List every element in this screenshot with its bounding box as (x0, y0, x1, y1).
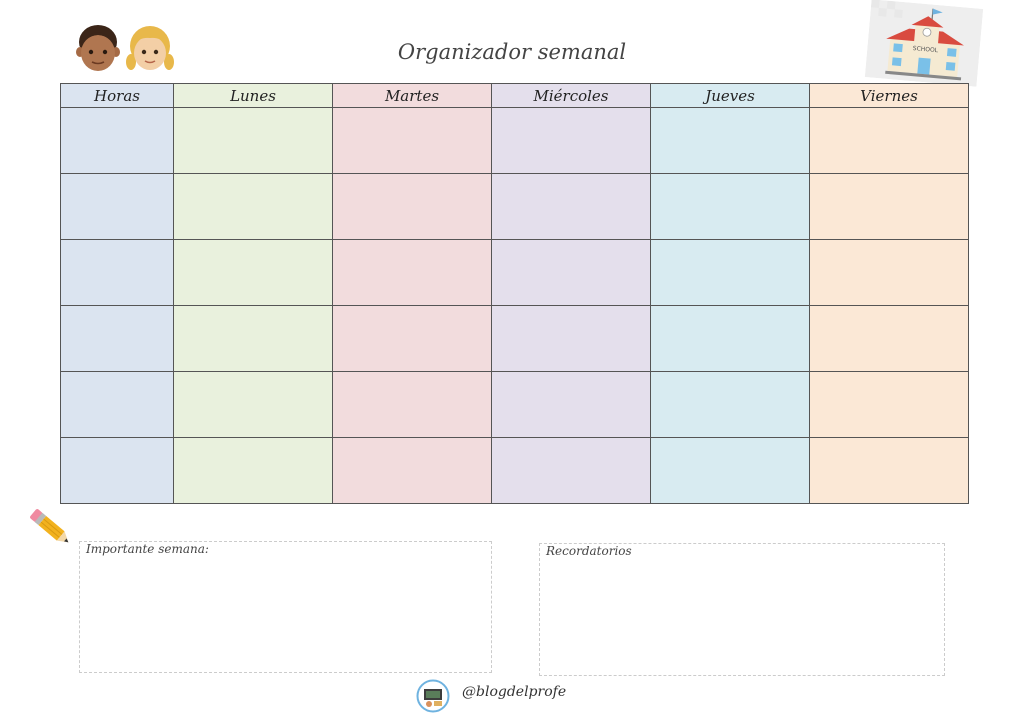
important-week-label: Importante semana: (86, 542, 209, 556)
blog-logo-icon (416, 679, 450, 713)
schedule-cell[interactable] (492, 240, 651, 306)
schedule-cell[interactable] (333, 174, 492, 240)
schedule-cell[interactable] (492, 108, 651, 174)
schedule-cell[interactable] (651, 372, 810, 438)
schedule-cell[interactable] (492, 174, 651, 240)
reminders-notes-box[interactable] (539, 543, 945, 676)
hour-cell[interactable] (61, 438, 174, 504)
column-header-lunes: Lunes (174, 84, 333, 108)
schedule-cell[interactable] (810, 306, 969, 372)
column-header-jueves: Jueves (651, 84, 810, 108)
blog-handle: @blogdelprofe (462, 684, 567, 700)
column-header-martes: Martes (333, 84, 492, 108)
schedule-cell[interactable] (333, 372, 492, 438)
table-row (61, 372, 969, 438)
schedule-cell[interactable] (174, 438, 333, 504)
schedule-cell[interactable] (810, 174, 969, 240)
important-week-notes-box[interactable] (79, 541, 492, 673)
table-row (61, 108, 969, 174)
column-header-miercoles: Miércoles (492, 84, 651, 108)
schedule-cell[interactable] (333, 438, 492, 504)
schedule-cell[interactable] (651, 108, 810, 174)
schedule-cell[interactable] (651, 240, 810, 306)
hour-cell[interactable] (61, 108, 174, 174)
schedule-cell[interactable] (651, 306, 810, 372)
schedule-cell[interactable] (174, 108, 333, 174)
schedule-cell[interactable] (810, 438, 969, 504)
schedule-cell[interactable] (492, 306, 651, 372)
schedule-cell[interactable] (651, 174, 810, 240)
schedule-cell[interactable] (810, 240, 969, 306)
schedule-cell[interactable] (810, 108, 969, 174)
hour-cell[interactable] (61, 240, 174, 306)
table-header-row (61, 84, 969, 108)
weekly-schedule-table (60, 83, 969, 504)
hour-cell[interactable] (61, 306, 174, 372)
svg-text:SCHOOL: SCHOOL (912, 45, 939, 55)
schedule-cell[interactable] (174, 372, 333, 438)
page-title: Organizador semanal (397, 40, 627, 64)
schedule-cell[interactable] (333, 240, 492, 306)
schedule-cell[interactable] (174, 174, 333, 240)
schedule-cell[interactable] (174, 306, 333, 372)
schedule-cell[interactable] (492, 372, 651, 438)
pencil-icon (24, 502, 76, 552)
table-row (61, 438, 969, 504)
hour-cell[interactable] (61, 174, 174, 240)
column-header-horas: Horas (61, 84, 174, 108)
school-building-icon (865, 0, 983, 87)
table-row (61, 306, 969, 372)
schedule-cell[interactable] (810, 372, 969, 438)
reminders-label: Recordatorios (546, 544, 632, 558)
column-header-viernes: Viernes (810, 84, 969, 108)
schedule-cell[interactable] (333, 108, 492, 174)
table-row (61, 240, 969, 306)
schedule-cell[interactable] (651, 438, 810, 504)
schedule-cell[interactable] (492, 438, 651, 504)
hour-cell[interactable] (61, 372, 174, 438)
table-row (61, 174, 969, 240)
schedule-cell[interactable] (333, 306, 492, 372)
schedule-cell[interactable] (174, 240, 333, 306)
